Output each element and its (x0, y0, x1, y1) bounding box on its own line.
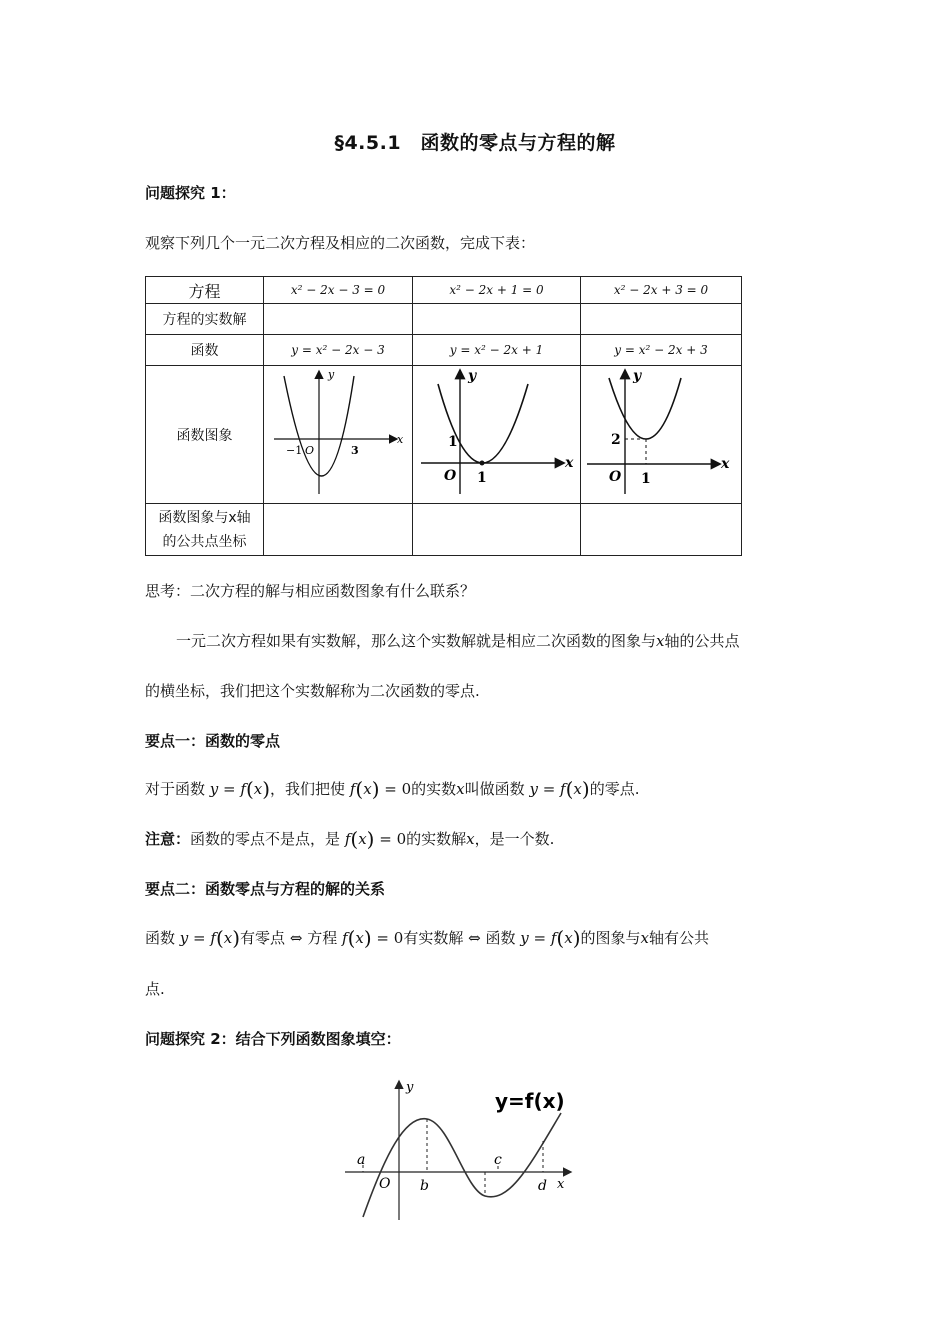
tick-x1: 1 (477, 470, 487, 486)
point1-heading: 要点一：函数的零点 (145, 732, 281, 750)
point-a-label: a (357, 1152, 366, 1168)
origin-label: O (379, 1176, 391, 1192)
equation-2: x² − 2x + 1 = 0 (413, 277, 581, 304)
function-2: y = x² − 2x + 1 (413, 335, 581, 366)
graph-cell-3 (581, 366, 742, 504)
point-d-label: d (538, 1178, 547, 1194)
row-label-solution: 方程的实数解 (146, 304, 264, 335)
y-label: y (406, 1080, 414, 1095)
point2-relation-cont: 点. (145, 980, 165, 998)
x-label: x (721, 456, 730, 472)
parabola-graph-3 (581, 366, 741, 499)
function-label: y=f(x) (495, 1089, 565, 1113)
explore1-intro: 观察下列几个一元二次方程及相应的二次函数，完成下表： (145, 234, 536, 252)
x-label: x (565, 455, 574, 471)
point2-heading: 要点二：函数零点与方程的解的关系 (145, 880, 386, 898)
origin-label: O (609, 469, 622, 485)
row-label-function: 函数 (146, 335, 264, 366)
point-c-label: c (494, 1152, 502, 1168)
y-label: y (328, 368, 335, 381)
solution-cell-2[interactable] (413, 304, 581, 335)
origin-label: O (305, 444, 315, 457)
intersection-cell-3[interactable] (581, 504, 742, 556)
explore1-heading: 问题探究 1： (145, 184, 236, 202)
parabola-curve (438, 384, 528, 463)
think-answer-2: 的横坐标，我们把这个实数解称为二次函数的零点. (145, 682, 480, 700)
note-line: 注意：函数的零点不是点，是 f(x) = 0的实数解x，是一个数. (145, 827, 555, 851)
vertex-point (480, 461, 485, 466)
x-label: x (397, 433, 404, 446)
tick-3: 3 (351, 444, 359, 457)
equation-1: x² − 2x − 3 = 0 (264, 277, 413, 304)
graph-cell-1 (264, 366, 413, 504)
tick-neg1: −1 (286, 444, 303, 457)
tick-y1: 1 (448, 434, 458, 450)
graph-cell-2 (413, 366, 581, 504)
row-label-intersection: 函数图象与x轴 的公共点坐标 (146, 504, 264, 556)
equation-3: x² − 2x + 3 = 0 (581, 277, 742, 304)
tick-y2: 2 (611, 432, 621, 448)
page-title: §4.5.1 函数的零点与方程的解 (334, 132, 616, 154)
parabola-graph-2 (413, 366, 580, 499)
explore2-heading: 问题探究 2：结合下列函数图象填空： (145, 1030, 401, 1048)
think-answer-1: 一元二次方程如果有实数解，那么这个实数解就是相应二次函数的图象与x轴的公共点 (176, 632, 740, 650)
think-question: 思考：二次方程的解与相应函数图象有什么联系？ (145, 582, 476, 600)
point-b-label: b (420, 1178, 429, 1194)
function-3: y = x² − 2x + 3 (581, 335, 742, 366)
x-label: x (557, 1177, 565, 1192)
point1-definition: 对于函数 y = f(x)，我们把使 f(x) = 0的实数x叫做函数 y = f(x)的零点. (145, 777, 640, 801)
intersection-cell-2[interactable] (413, 504, 581, 556)
parabola-graph-1 (264, 366, 412, 499)
function-curve (363, 1113, 561, 1217)
tick-x1: 1 (641, 471, 651, 487)
row-label-graph: 函数图象 (146, 366, 264, 504)
intersection-cell-1[interactable] (264, 504, 413, 556)
y-label: y (468, 368, 477, 384)
parabola-curve (609, 378, 681, 439)
point2-relation: 函数 y = f(x)有零点 ⇔ 方程 f(x) = 0有实数解 ⇔ 函数 y = f(x)的图象与x轴有公共 (145, 926, 710, 950)
y-label: y (633, 368, 642, 384)
solution-cell-3[interactable] (581, 304, 742, 335)
equation-table (145, 276, 742, 556)
row-label-equation: 方程 (146, 277, 264, 304)
function-graph (335, 1075, 585, 1225)
origin-label: O (444, 468, 457, 484)
function-1: y = x² − 2x − 3 (264, 335, 413, 366)
solution-cell-1[interactable] (264, 304, 413, 335)
